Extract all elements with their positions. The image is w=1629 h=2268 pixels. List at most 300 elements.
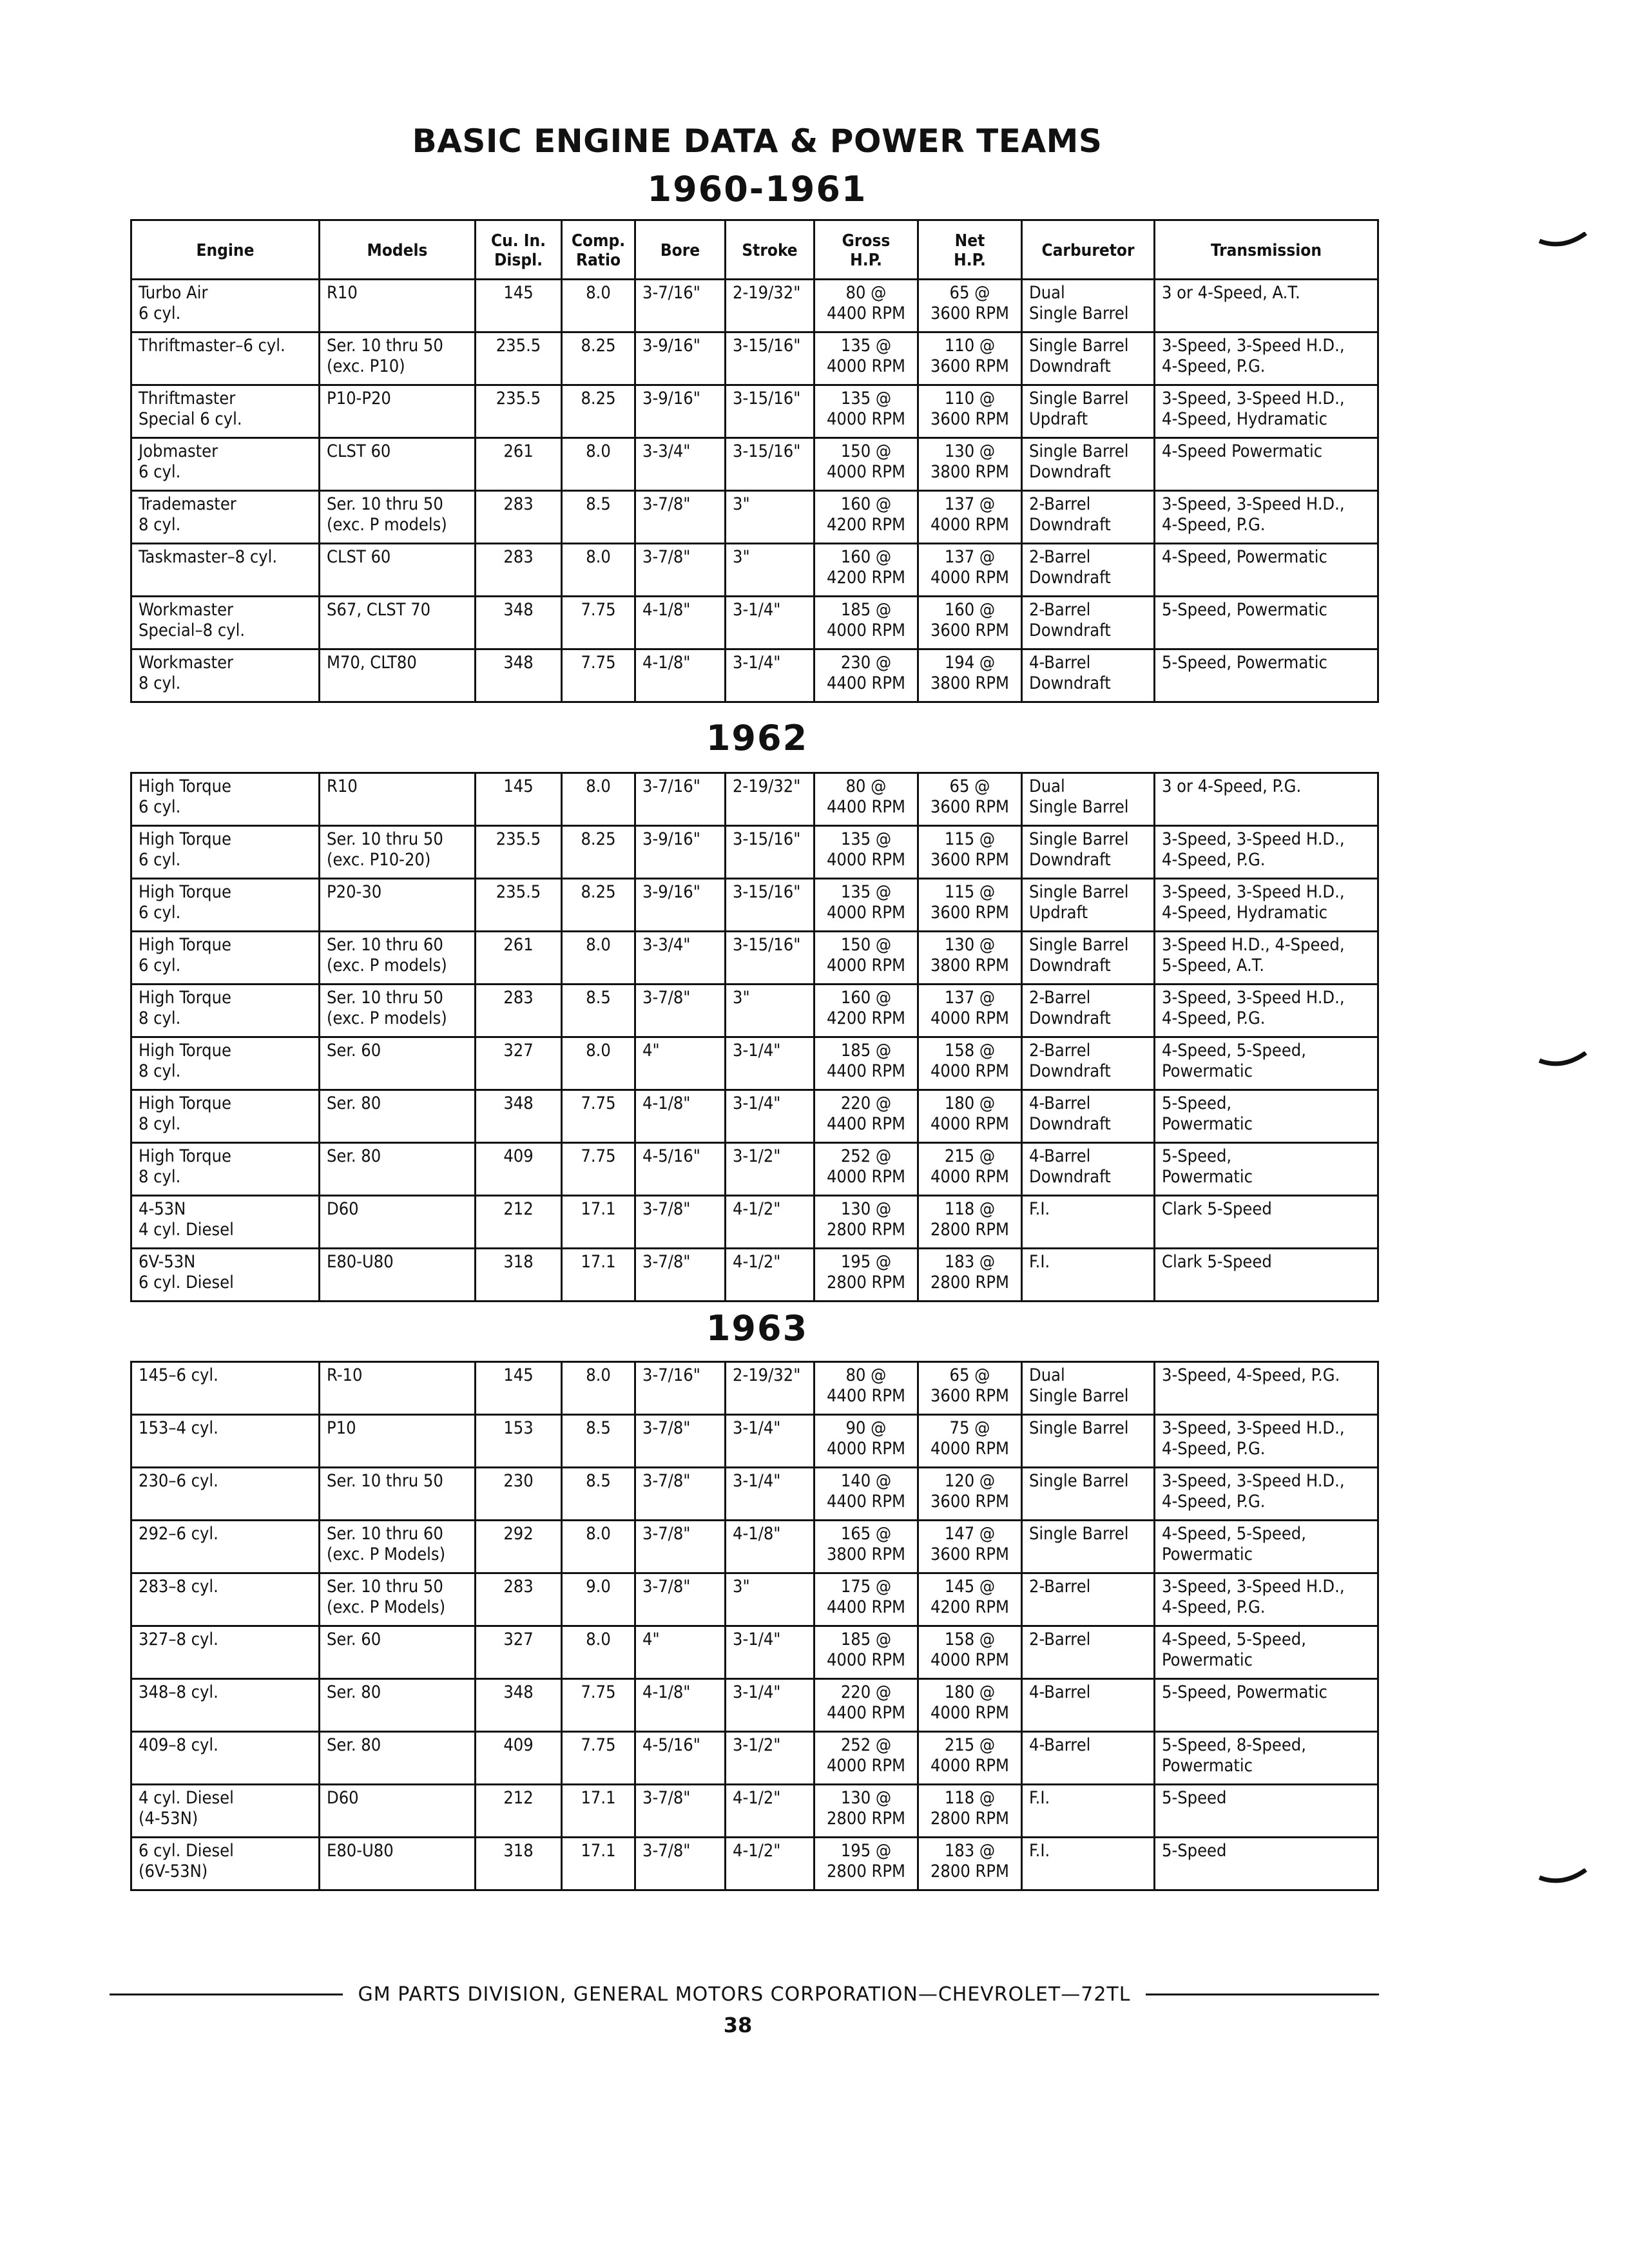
cell-displacement: 283 — [476, 544, 562, 597]
cell-comp-ratio: 8.0 — [562, 932, 635, 985]
table-row — [131, 1037, 1378, 1090]
cell-stroke: 3" — [726, 544, 815, 597]
table-row — [131, 1838, 1378, 1890]
cell-transmission: 5-Speed, Powermatic — [1155, 1679, 1378, 1732]
cell-comp-ratio: 7.75 — [562, 649, 635, 702]
cell-net-hp: 118 @ 2800 RPM — [918, 1785, 1022, 1838]
section-year-1962: 1962 — [706, 718, 809, 758]
cell-transmission: 3-Speed, 3-Speed H.D., 4-Speed, Hydramatic — [1155, 879, 1378, 932]
footer-rule-left — [110, 1994, 343, 1995]
cell-carburetor: 2-Barrel — [1022, 1626, 1155, 1679]
cell-net-hp: 118 @ 2800 RPM — [918, 1196, 1022, 1249]
footer-rule-right — [1146, 1994, 1379, 1995]
cell-models: D60 — [320, 1196, 476, 1249]
cell-models: Ser. 10 thru 60 (exc. P models) — [320, 932, 476, 985]
cell-engine: Workmaster Special–8 cyl. — [131, 597, 320, 649]
cell-transmission: 4-Speed, Powermatic — [1155, 544, 1378, 597]
cell-carburetor: F.I. — [1022, 1838, 1155, 1890]
cell-bore: 4-1/8" — [635, 1090, 726, 1143]
cell-comp-ratio: 17.1 — [562, 1838, 635, 1890]
cell-models: Ser. 10 thru 60 (exc. P Models) — [320, 1521, 476, 1573]
cell-gross-hp: 195 @ 2800 RPM — [815, 1838, 918, 1890]
cell-stroke: 3-15/16" — [726, 932, 815, 985]
cell-gross-hp: 160 @ 4200 RPM — [815, 491, 918, 544]
cell-net-hp: 75 @ 4000 RPM — [918, 1415, 1022, 1468]
cell-models: Ser. 80 — [320, 1732, 476, 1785]
cell-transmission: 3-Speed, 3-Speed H.D., 4-Speed, P.G. — [1155, 985, 1378, 1037]
cell-engine: High Torque 8 cyl. — [131, 1037, 320, 1090]
cell-displacement: 153 — [476, 1415, 562, 1468]
cell-stroke: 3-15/16" — [726, 385, 815, 438]
cell-engine: Thriftmaster–6 cyl. — [131, 332, 320, 385]
cell-carburetor: Dual Single Barrel — [1022, 773, 1155, 826]
cell-models: Ser. 80 — [320, 1143, 476, 1196]
cell-gross-hp: 185 @ 4000 RPM — [815, 597, 918, 649]
table-row — [131, 385, 1378, 438]
cell-comp-ratio: 7.75 — [562, 1732, 635, 1785]
cell-models: R-10 — [320, 1362, 476, 1415]
cell-gross-hp: 130 @ 2800 RPM — [815, 1785, 918, 1838]
cell-bore: 3-7/8" — [635, 1468, 726, 1521]
cell-displacement: 283 — [476, 985, 562, 1037]
cell-transmission: 3-Speed, 3-Speed H.D., 4-Speed, P.G. — [1155, 826, 1378, 879]
cell-bore: 4-1/8" — [635, 649, 726, 702]
cell-bore: 4-5/16" — [635, 1732, 726, 1785]
cell-carburetor: Single Barrel Downdraft — [1022, 438, 1155, 491]
cell-carburetor: 2-Barrel Downdraft — [1022, 597, 1155, 649]
cell-comp-ratio: 8.25 — [562, 826, 635, 879]
cell-net-hp: 137 @ 4000 RPM — [918, 985, 1022, 1037]
cell-carburetor: Dual Single Barrel — [1022, 280, 1155, 332]
cell-models: Ser. 10 thru 50 (exc. P10-20) — [320, 826, 476, 879]
cell-carburetor: Single Barrel — [1022, 1521, 1155, 1573]
cell-transmission: 5-Speed, Powermatic — [1155, 649, 1378, 702]
cell-net-hp: 65 @ 3600 RPM — [918, 1362, 1022, 1415]
cell-carburetor: 2-Barrel Downdraft — [1022, 985, 1155, 1037]
table-row — [131, 1521, 1378, 1573]
column-header-net-hp: Net H.P. — [918, 220, 1022, 280]
cell-stroke: 3" — [726, 985, 815, 1037]
cell-transmission: 5-Speed, 8-Speed, Powermatic — [1155, 1732, 1378, 1785]
cell-displacement: 145 — [476, 280, 562, 332]
cell-net-hp: 215 @ 4000 RPM — [918, 1732, 1022, 1785]
table-row — [131, 1249, 1378, 1302]
cell-displacement: 348 — [476, 649, 562, 702]
column-header-carburetor: Carburetor — [1022, 220, 1155, 280]
cell-displacement: 409 — [476, 1732, 562, 1785]
cell-engine: 292–6 cyl. — [131, 1521, 320, 1573]
cell-carburetor: 4-Barrel Downdraft — [1022, 1090, 1155, 1143]
engine-table-1960-1961 — [130, 219, 1379, 703]
cell-carburetor: Single Barrel Downdraft — [1022, 932, 1155, 985]
binder-ring-mark — [1537, 232, 1588, 251]
cell-displacement: 318 — [476, 1249, 562, 1302]
cell-transmission: 5-Speed, Powermatic — [1155, 597, 1378, 649]
table-row — [131, 1362, 1378, 1415]
cell-carburetor: 2-Barrel Downdraft — [1022, 1037, 1155, 1090]
cell-stroke: 4-1/2" — [726, 1838, 815, 1890]
cell-engine: Turbo Air 6 cyl. — [131, 280, 320, 332]
cell-carburetor: 4-Barrel — [1022, 1679, 1155, 1732]
cell-comp-ratio: 8.0 — [562, 773, 635, 826]
cell-comp-ratio: 8.5 — [562, 1468, 635, 1521]
cell-stroke: 2-19/32" — [726, 1362, 815, 1415]
cell-gross-hp: 135 @ 4000 RPM — [815, 332, 918, 385]
cell-engine: 230–6 cyl. — [131, 1468, 320, 1521]
cell-displacement: 261 — [476, 438, 562, 491]
cell-stroke: 3-15/16" — [726, 879, 815, 932]
cell-engine: 409–8 cyl. — [131, 1732, 320, 1785]
cell-bore: 3-7/8" — [635, 985, 726, 1037]
cell-comp-ratio: 8.5 — [562, 491, 635, 544]
cell-comp-ratio: 8.5 — [562, 1415, 635, 1468]
cell-net-hp: 65 @ 3600 RPM — [918, 773, 1022, 826]
cell-carburetor: 4-Barrel — [1022, 1732, 1155, 1785]
cell-gross-hp: 220 @ 4400 RPM — [815, 1090, 918, 1143]
cell-stroke: 3-15/16" — [726, 332, 815, 385]
table-row — [131, 826, 1378, 879]
column-header-displacement: Cu. In. Displ. — [476, 220, 562, 280]
cell-transmission: 3-Speed, 3-Speed H.D., 4-Speed, P.G. — [1155, 332, 1378, 385]
cell-displacement: 292 — [476, 1521, 562, 1573]
cell-transmission: Clark 5-Speed — [1155, 1249, 1378, 1302]
cell-stroke: 3" — [726, 491, 815, 544]
cell-carburetor: Single Barrel Updraft — [1022, 385, 1155, 438]
cell-models: P10-P20 — [320, 385, 476, 438]
cell-net-hp: 183 @ 2800 RPM — [918, 1838, 1022, 1890]
cell-comp-ratio: 17.1 — [562, 1196, 635, 1249]
column-header-stroke: Stroke — [726, 220, 815, 280]
cell-displacement: 145 — [476, 1362, 562, 1415]
table-row — [131, 1090, 1378, 1143]
table-row — [131, 1732, 1378, 1785]
column-header-transmission: Transmission — [1155, 220, 1378, 280]
cell-gross-hp: 252 @ 4000 RPM — [815, 1143, 918, 1196]
cell-comp-ratio: 8.0 — [562, 1037, 635, 1090]
cell-transmission: 4-Speed, 5-Speed, Powermatic — [1155, 1521, 1378, 1573]
table-row — [131, 1415, 1378, 1468]
cell-bore: 3-9/16" — [635, 826, 726, 879]
cell-models: E80-U80 — [320, 1249, 476, 1302]
cell-net-hp: 158 @ 4000 RPM — [918, 1626, 1022, 1679]
cell-net-hp: 183 @ 2800 RPM — [918, 1249, 1022, 1302]
cell-bore: 3-7/8" — [635, 1573, 726, 1626]
cell-engine: High Torque 6 cyl. — [131, 826, 320, 879]
cell-net-hp: 115 @ 3600 RPM — [918, 826, 1022, 879]
cell-bore: 3-7/16" — [635, 773, 726, 826]
cell-carburetor: 2-Barrel — [1022, 1573, 1155, 1626]
cell-models: D60 — [320, 1785, 476, 1838]
cell-net-hp: 110 @ 3600 RPM — [918, 385, 1022, 438]
cell-gross-hp: 140 @ 4400 RPM — [815, 1468, 918, 1521]
cell-engine: 327–8 cyl. — [131, 1626, 320, 1679]
cell-transmission: 3-Speed, 3-Speed H.D., 4-Speed, P.G. — [1155, 491, 1378, 544]
section-year-1960-1961: 1960-1961 — [647, 169, 867, 209]
table-row — [131, 1785, 1378, 1838]
cell-net-hp: 145 @ 4200 RPM — [918, 1573, 1022, 1626]
section-year-1963: 1963 — [706, 1308, 809, 1349]
cell-models: Ser. 80 — [320, 1090, 476, 1143]
cell-transmission: 3-Speed, 3-Speed H.D., 4-Speed, P.G. — [1155, 1415, 1378, 1468]
cell-bore: 3-7/8" — [635, 1415, 726, 1468]
cell-gross-hp: 175 @ 4400 RPM — [815, 1573, 918, 1626]
cell-models: R10 — [320, 280, 476, 332]
cell-gross-hp: 130 @ 2800 RPM — [815, 1196, 918, 1249]
table-row — [131, 1196, 1378, 1249]
cell-models: P10 — [320, 1415, 476, 1468]
table-row — [131, 932, 1378, 985]
column-header-models: Models — [320, 220, 476, 280]
cell-net-hp: 130 @ 3800 RPM — [918, 932, 1022, 985]
cell-bore: 3-7/8" — [635, 544, 726, 597]
cell-bore: 4-1/8" — [635, 1679, 726, 1732]
cell-models: CLST 60 — [320, 544, 476, 597]
table-row — [131, 280, 1378, 332]
cell-comp-ratio: 8.25 — [562, 332, 635, 385]
cell-stroke: 2-19/32" — [726, 773, 815, 826]
engine-table-1963 — [130, 1361, 1379, 1891]
cell-stroke: 3-1/4" — [726, 1037, 815, 1090]
cell-transmission: 3-Speed, 3-Speed H.D., 4-Speed, P.G. — [1155, 1468, 1378, 1521]
cell-displacement: 261 — [476, 932, 562, 985]
cell-gross-hp: 252 @ 4000 RPM — [815, 1732, 918, 1785]
cell-net-hp: 120 @ 3600 RPM — [918, 1468, 1022, 1521]
cell-engine: High Torque 8 cyl. — [131, 985, 320, 1037]
cell-stroke: 3-1/4" — [726, 1415, 815, 1468]
cell-engine: High Torque 6 cyl. — [131, 879, 320, 932]
cell-carburetor: Dual Single Barrel — [1022, 1362, 1155, 1415]
cell-displacement: 283 — [476, 491, 562, 544]
column-header-gross-hp: Gross H.P. — [815, 220, 918, 280]
cell-engine: Trademaster 8 cyl. — [131, 491, 320, 544]
cell-displacement: 212 — [476, 1785, 562, 1838]
cell-displacement: 348 — [476, 1090, 562, 1143]
table-row — [131, 773, 1378, 826]
cell-carburetor: Single Barrel Updraft — [1022, 879, 1155, 932]
cell-models: E80-U80 — [320, 1838, 476, 1890]
cell-net-hp: 137 @ 4000 RPM — [918, 491, 1022, 544]
table-header-row — [131, 220, 1378, 280]
cell-models: Ser. 10 thru 50 — [320, 1468, 476, 1521]
cell-bore: 3-7/8" — [635, 1838, 726, 1890]
table-row — [131, 597, 1378, 649]
cell-gross-hp: 135 @ 4000 RPM — [815, 385, 918, 438]
cell-carburetor: 4-Barrel Downdraft — [1022, 649, 1155, 702]
cell-gross-hp: 185 @ 4400 RPM — [815, 1037, 918, 1090]
cell-net-hp: 180 @ 4000 RPM — [918, 1679, 1022, 1732]
cell-comp-ratio: 8.0 — [562, 280, 635, 332]
binder-ring-mark — [1537, 1869, 1588, 1888]
cell-displacement: 283 — [476, 1573, 562, 1626]
cell-stroke: 3-1/2" — [726, 1732, 815, 1785]
cell-bore: 3-7/16" — [635, 280, 726, 332]
cell-comp-ratio: 8.0 — [562, 438, 635, 491]
cell-carburetor: Single Barrel Downdraft — [1022, 826, 1155, 879]
cell-models: Ser. 10 thru 50 (exc. P10) — [320, 332, 476, 385]
cell-engine: Workmaster 8 cyl. — [131, 649, 320, 702]
table-row — [131, 879, 1378, 932]
cell-transmission: 3 or 4-Speed, A.T. — [1155, 280, 1378, 332]
cell-transmission: 4-Speed Powermatic — [1155, 438, 1378, 491]
cell-net-hp: 130 @ 3800 RPM — [918, 438, 1022, 491]
table-row — [131, 491, 1378, 544]
cell-engine: Jobmaster 6 cyl. — [131, 438, 320, 491]
cell-net-hp: 194 @ 3800 RPM — [918, 649, 1022, 702]
table-row — [131, 649, 1378, 702]
cell-carburetor: 2-Barrel Downdraft — [1022, 544, 1155, 597]
cell-models: Ser. 10 thru 50 (exc. P models) — [320, 491, 476, 544]
engine-table-1962 — [130, 772, 1379, 1302]
cell-gross-hp: 195 @ 2800 RPM — [815, 1249, 918, 1302]
cell-gross-hp: 80 @ 4400 RPM — [815, 1362, 918, 1415]
cell-stroke: 3-1/4" — [726, 597, 815, 649]
cell-bore: 3-9/16" — [635, 385, 726, 438]
cell-comp-ratio: 17.1 — [562, 1785, 635, 1838]
cell-carburetor: 4-Barrel Downdraft — [1022, 1143, 1155, 1196]
cell-models: Ser. 10 thru 50 (exc. P Models) — [320, 1573, 476, 1626]
footer-text: GM PARTS DIVISION, GENERAL MOTORS CORPORATION—CHEVROLET—72TL — [358, 1983, 1131, 2006]
cell-comp-ratio: 8.0 — [562, 1626, 635, 1679]
cell-engine: High Torque 6 cyl. — [131, 932, 320, 985]
cell-transmission: 3-Speed, 3-Speed H.D., 4-Speed, P.G. — [1155, 1573, 1378, 1626]
table-row — [131, 1626, 1378, 1679]
cell-stroke: 3-1/4" — [726, 649, 815, 702]
cell-stroke: 3-1/2" — [726, 1143, 815, 1196]
cell-comp-ratio: 7.75 — [562, 597, 635, 649]
cell-stroke: 4-1/2" — [726, 1249, 815, 1302]
cell-net-hp: 215 @ 4000 RPM — [918, 1143, 1022, 1196]
cell-carburetor: Single Barrel Downdraft — [1022, 332, 1155, 385]
cell-gross-hp: 135 @ 4000 RPM — [815, 879, 918, 932]
cell-displacement: 327 — [476, 1037, 562, 1090]
cell-transmission: 4-Speed, 5-Speed, Powermatic — [1155, 1037, 1378, 1090]
cell-gross-hp: 160 @ 4200 RPM — [815, 985, 918, 1037]
cell-net-hp: 65 @ 3600 RPM — [918, 280, 1022, 332]
cell-gross-hp: 90 @ 4000 RPM — [815, 1415, 918, 1468]
cell-engine: Thriftmaster Special 6 cyl. — [131, 385, 320, 438]
cell-stroke: 3-1/4" — [726, 1468, 815, 1521]
cell-stroke: 2-19/32" — [726, 280, 815, 332]
table-row — [131, 1573, 1378, 1626]
cell-transmission: 3 or 4-Speed, P.G. — [1155, 773, 1378, 826]
cell-models: R10 — [320, 773, 476, 826]
cell-models: Ser. 60 — [320, 1037, 476, 1090]
cell-comp-ratio: 8.0 — [562, 544, 635, 597]
cell-engine: 145–6 cyl. — [131, 1362, 320, 1415]
cell-displacement: 235.5 — [476, 879, 562, 932]
cell-displacement: 235.5 — [476, 332, 562, 385]
cell-stroke: 3-1/4" — [726, 1679, 815, 1732]
cell-displacement: 348 — [476, 597, 562, 649]
cell-gross-hp: 80 @ 4400 RPM — [815, 773, 918, 826]
cell-engine: 6V-53N 6 cyl. Diesel — [131, 1249, 320, 1302]
cell-stroke: 4-1/2" — [726, 1196, 815, 1249]
cell-gross-hp: 230 @ 4400 RPM — [815, 649, 918, 702]
cell-bore: 4" — [635, 1626, 726, 1679]
table-row — [131, 544, 1378, 597]
cell-gross-hp: 150 @ 4000 RPM — [815, 932, 918, 985]
cell-net-hp: 110 @ 3600 RPM — [918, 332, 1022, 385]
cell-net-hp: 115 @ 3600 RPM — [918, 879, 1022, 932]
cell-bore: 3-7/8" — [635, 1785, 726, 1838]
cell-displacement: 348 — [476, 1679, 562, 1732]
cell-transmission: Clark 5-Speed — [1155, 1196, 1378, 1249]
cell-models: Ser. 60 — [320, 1626, 476, 1679]
cell-net-hp: 137 @ 4000 RPM — [918, 544, 1022, 597]
binder-ring-mark — [1537, 1052, 1588, 1071]
cell-displacement: 230 — [476, 1468, 562, 1521]
cell-stroke: 4-1/8" — [726, 1521, 815, 1573]
cell-stroke: 3-15/16" — [726, 438, 815, 491]
cell-stroke: 3-1/4" — [726, 1090, 815, 1143]
cell-transmission: 5-Speed, Powermatic — [1155, 1143, 1378, 1196]
table-row — [131, 1143, 1378, 1196]
cell-displacement: 145 — [476, 773, 562, 826]
cell-bore: 4-5/16" — [635, 1143, 726, 1196]
cell-bore: 3-9/16" — [635, 879, 726, 932]
cell-comp-ratio: 8.25 — [562, 385, 635, 438]
table-row — [131, 1679, 1378, 1732]
cell-carburetor: Single Barrel — [1022, 1415, 1155, 1468]
table-row — [131, 438, 1378, 491]
cell-net-hp: 158 @ 4000 RPM — [918, 1037, 1022, 1090]
cell-comp-ratio: 9.0 — [562, 1573, 635, 1626]
cell-models: M70, CLT80 — [320, 649, 476, 702]
cell-carburetor: F.I. — [1022, 1785, 1155, 1838]
cell-carburetor: F.I. — [1022, 1249, 1155, 1302]
cell-bore: 3-3/4" — [635, 438, 726, 491]
cell-transmission: 3-Speed, 4-Speed, P.G. — [1155, 1362, 1378, 1415]
cell-comp-ratio: 8.5 — [562, 985, 635, 1037]
cell-comp-ratio: 8.0 — [562, 1362, 635, 1415]
cell-engine: 4 cyl. Diesel (4-53N) — [131, 1785, 320, 1838]
table-row — [131, 332, 1378, 385]
cell-bore: 3-9/16" — [635, 332, 726, 385]
cell-transmission: 4-Speed, 5-Speed, Powermatic — [1155, 1626, 1378, 1679]
cell-transmission: 5-Speed — [1155, 1838, 1378, 1890]
cell-stroke: 3" — [726, 1573, 815, 1626]
cell-engine: 348–8 cyl. — [131, 1679, 320, 1732]
cell-transmission: 5-Speed, Powermatic — [1155, 1090, 1378, 1143]
cell-engine: Taskmaster–8 cyl. — [131, 544, 320, 597]
cell-comp-ratio: 17.1 — [562, 1249, 635, 1302]
cell-bore: 3-7/8" — [635, 1196, 726, 1249]
cell-bore: 3-3/4" — [635, 932, 726, 985]
cell-gross-hp: 165 @ 3800 RPM — [815, 1521, 918, 1573]
cell-models: P20-30 — [320, 879, 476, 932]
cell-carburetor: F.I. — [1022, 1196, 1155, 1249]
cell-stroke: 3-1/4" — [726, 1626, 815, 1679]
cell-bore: 4-1/8" — [635, 597, 726, 649]
cell-models: CLST 60 — [320, 438, 476, 491]
cell-transmission: 3-Speed H.D., 4-Speed, 5-Speed, A.T. — [1155, 932, 1378, 985]
cell-displacement: 235.5 — [476, 385, 562, 438]
cell-engine: High Torque 6 cyl. — [131, 773, 320, 826]
cell-engine: High Torque 8 cyl. — [131, 1090, 320, 1143]
cell-gross-hp: 135 @ 4000 RPM — [815, 826, 918, 879]
cell-bore: 4" — [635, 1037, 726, 1090]
cell-engine: 283–8 cyl. — [131, 1573, 320, 1626]
cell-carburetor: 2-Barrel Downdraft — [1022, 491, 1155, 544]
column-header-engine: Engine — [131, 220, 320, 280]
cell-carburetor: Single Barrel — [1022, 1468, 1155, 1521]
column-header-bore: Bore — [635, 220, 726, 280]
cell-engine: 6 cyl. Diesel (6V-53N) — [131, 1838, 320, 1890]
table-row — [131, 985, 1378, 1037]
cell-transmission: 5-Speed — [1155, 1785, 1378, 1838]
cell-gross-hp: 80 @ 4400 RPM — [815, 280, 918, 332]
cell-comp-ratio: 8.25 — [562, 879, 635, 932]
